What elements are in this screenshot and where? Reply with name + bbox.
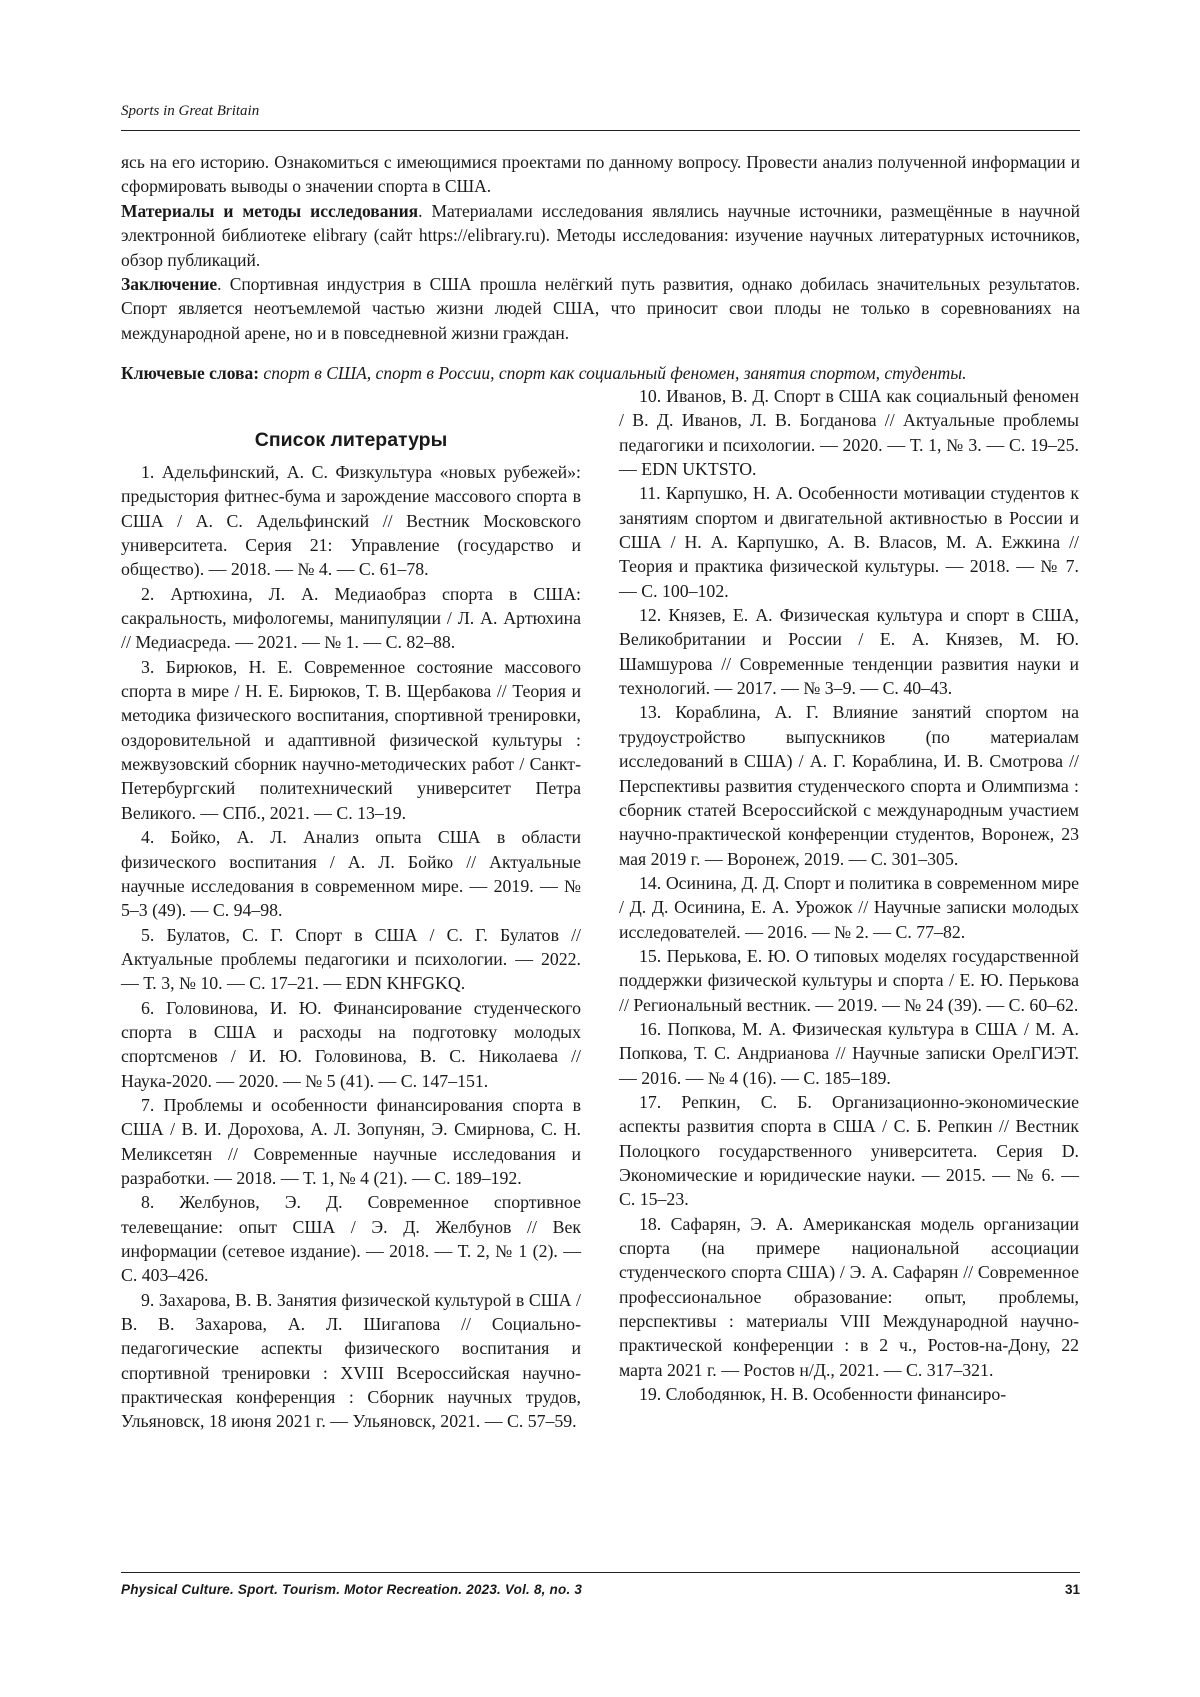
- keywords-label: Ключевые слова:: [121, 363, 260, 383]
- abstract: [121, 150, 1080, 345]
- reference-list-left: [121, 460, 581, 1434]
- reference-item: 13. Кораблина, А. Г. Влияние занятий спортом на трудоустройство выпускников (по материалам исследований в США) / А. Г. Кораблина, И. В. Смотрова // Перспективы развития студенческого спорта и Олимпизма : сборник статей Всероссийской с международным участием научно-практической конференции студентов, Воронеж, 23 мая 2019 г. — Воронеж, 2019. — С. 301–305.: [619, 702, 1079, 869]
- reference-item: 14. Осинина, Д. Д. Спорт и политика в современном мире / Д. Д. Осинина, Е. А. Урожок // Научные записки молодых исследователей. — 2016. — № 2. — С. 77–82.: [619, 872, 1079, 942]
- reference-item: 8. Желбунов, Э. Д. Современное спортивное телевещание: опыт США / Э. Д. Желбунов // Век информации (сетевое издание). — 2018. — Т. 2, № 1 (2). — С. 403–426.: [121, 1192, 581, 1286]
- footer-divider: [121, 1572, 1080, 1573]
- reference-item: 5. Булатов, С. Г. Спорт в США / С. Г. Булатов // Актуальные проблемы педагогики и психологии. — 2022. — Т. 3, № 10. — С. 17–21. — EDN KHFGKQ.: [121, 924, 581, 994]
- reference-item: 18. Сафарян, Э. А. Американская модель организации спорта (на примере национальной ассоциации студенческого спорта США) / Э. А. Сафарян // Современное профессиональное образование: опыт, проблемы, перспективы : материалы VIII Международной научно-практической конференции : в 2 ч., Ростов-на-Дону, 22 марта 2021 г. — Ростов н/Д., 2021. — С. 317–321.: [619, 1213, 1079, 1380]
- reference-item: 15. Перькова, Е. Ю. О типовых моделях государственной поддержки физической культуры и спорта / Е. Ю. Перькова // Региональный вестник. — 2019. — № 24 (39). — С. 60–62.: [619, 945, 1079, 1015]
- reference-item: 4. Бойко, А. Л. Анализ опыта США в области физического воспитания / А. Л. Бойко // Актуальные научные исследования в современном мире. — 2019. — № 5–3 (49). — С. 94–98.: [121, 827, 581, 921]
- reference-item: 19. Слободянюк, Н. В. Особенности финансиро-: [639, 1384, 1007, 1405]
- journal-citation: Physical Culture. Sport. Tourism. Motor Recreation. 2023. Vol. 8, no. 3: [121, 1582, 583, 1597]
- abstract-aim-continuation: ясь на его историю. Ознакомиться с имеющимися проектами по данному вопросу. Провести анализ полученной информации и сформировать выводы о значении спорта в США.: [121, 152, 1080, 197]
- keywords: [121, 361, 1080, 385]
- conclusion-text: . Спортивная индустрия в США прошла нелёгкий путь развития, однако добилась значительных результатов. Спорт является неотъемлемой частью жизни людей США, что приносит свои плоды не только в соревнованиях на международной арене, но и в повседневной жизни граждан.: [121, 274, 1080, 343]
- keywords-text: спорт в США, спорт в России, спорт как социальный феномен, занятия спортом, студенты.: [263, 363, 967, 383]
- abstract-conclusion: [121, 272, 1080, 345]
- reference-list-right: [619, 384, 1079, 1406]
- reference-item: 12. Князев, Е. А. Физическая культура и спорт в США, Великобритании и России / Е. А. Князев, М. Ю. Шамшурова // Современные тенденции развития науки и технологий. — 2017. — № 3–9. — С. 40–43.: [619, 605, 1079, 699]
- reference-item: 3. Бирюков, Н. Е. Современное состояние массового спорта в мире / Н. Е. Бирюков, Т. В. Щербакова // Теория и методика физического воспитания, спортивной тренировки, оздоровительной и адаптивной физической культуры : межвузовский сборник научно-методических работ / Санкт-Петербургский политехнический университет Петра Великого. — СПб., 2021. — С. 13–19.: [121, 656, 581, 823]
- references-left-column: [121, 418, 581, 1434]
- abstract-methods: [121, 199, 1080, 272]
- references-title: Список литературы: [254, 429, 448, 451]
- reference-item: 10. Иванов, В. Д. Спорт в США как социальный феномен / В. Д. Иванов, Л. В. Богданова // Актуальные проблемы педагогики и психологии. — 2020. — Т. 1, № 3. — С. 19–25. — EDN UKTSTO.: [619, 386, 1079, 480]
- references-right-column: [619, 384, 1079, 1406]
- reference-item: 9. Захарова, В. В. Занятия физической культурой в США / В. В. Захарова, А. Л. Шигапова // Социально-педагогические аспекты физического воспитания и спортивной тренировки : XVIII Всероссийская научно-практическая конференция : Сборник научных трудов, Ульяновск, 18 июня 2021 г. — Ульяновск, 2021. — С. 57–59.: [121, 1289, 581, 1432]
- header-divider: [121, 130, 1080, 131]
- methods-text: . Материалами исследования являлись научные источники, размещённые в научной электронной библиотеке elibrary (сайт https://elibrary.ru). Методы исследования: изучение научных литературных источников, обзор публикаций.: [121, 200, 1080, 270]
- reference-item: 11. Карпушко, Н. А. Особенности мотивации студентов к занятиям спортом и двигательной активностью в России и США / Н. А. Карпушко, А. В. Власов, М. А. Ежкина // Теория и практика физической культуры. — 2018. — № 7. — С. 100–102.: [619, 483, 1079, 601]
- reference-item: 7. Проблемы и особенности финансирования спорта в США / В. И. Дорохова, А. Л. Зопунян, Э. Смирнова, С. Н. Меликсетян // Современные научные исследования и разработки. — 2018. — Т. 1, № 4 (21). — С. 189–192.: [121, 1094, 581, 1188]
- page-number: 31: [1064, 1582, 1080, 1597]
- reference-item: 6. Головинова, И. Ю. Финансирование студенческого спорта в США и расходы на подготовку молодых спортсменов / И. Ю. Головинова, В. С. Николаева // Наука-2020. — 2020. — № 5 (41). — С. 147–151.: [121, 997, 581, 1091]
- methods-label: Материалы и методы исследования: [121, 200, 419, 221]
- conclusion-label: Заключение: [121, 274, 218, 295]
- running-header: Sports in Great Britain: [121, 103, 260, 119]
- reference-item: 2. Артюхина, Л. А. Медиаобраз спорта в США: сакральность, мифологемы, манипуляции / Л. А. Артюхина // Медиасреда. — 2021. — № 1. — С. 82–88.: [121, 583, 581, 653]
- reference-item: 17. Репкин, С. Б. Организационно-экономические аспекты развития спорта в США / С. Б. Репкин // Вестник Полоцкого государственного университета. Серия D. Экономические и юридические науки. — 2015. — № 6. — С. 15–23.: [619, 1091, 1079, 1210]
- reference-item: 16. Попкова, М. А. Физическая культура в США / М. А. Попкова, Т. С. Андрианова // Научные записки ОрелГИЭТ. — 2016. — № 4 (16). — С. 185–189.: [619, 1018, 1079, 1088]
- reference-item: 1. Адельфинский, А. С. Физкультура «новых рубежей»: предыстория фитнес-бума и зарождение массового спорта в США / А. С. Адельфинский // Вестник Московского университета. Серия 21: Управление (государство и общество). — 2018. — № 4. — С. 61–78.: [121, 462, 581, 580]
